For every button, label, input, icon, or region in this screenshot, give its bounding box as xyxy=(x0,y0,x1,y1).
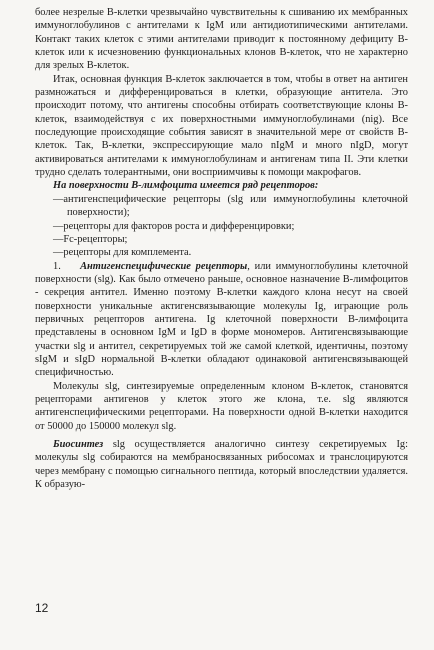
section-heading: На поверхности В-лимфоцита имеется ряд рецепторов: xyxy=(53,180,319,192)
paragraph-1: более незрелые В-клетки чрезвычайно чувствительны к сшиванию их мембранных иммуноглобулинов с антителами к IgM или антидиотипическими антителами. Контакт таких клеток с этими антителами приводит к постоянному дефициту В-клеток или к исчезновению функциональных клонов В-клеток, что не характерно для зрелых В-клеток. xyxy=(35,7,408,72)
list-item: —Fc-рецепторы; xyxy=(53,233,128,245)
list-item: —антигенспецифические рецепторы (slg или иммуноглобулины клеточной поверхности); xyxy=(53,193,408,219)
paragraph-biosynthesis xyxy=(35,438,408,491)
list-item: —рецепторы для комплемента. xyxy=(53,247,192,259)
term-lead: Антигенспецифические рецепторы xyxy=(80,260,248,272)
paragraph-2: Итак, основная функция В-клеток заключается в том, чтобы в ответ на антиген размножаться и дифференцироваться в клетки, образующие антитела. Это происходит потому, что антигены способны отбирать соответствующие клоны В-клеток, взаимодействуя с их поверхностными иммуноглобулинами (nig). Все последующие происходящие события зависят в значительной мере от свойств В-клеток. Так, В-клетки, экспрессирующие мало nIgM и много nIgD, могут активироваться антителами к иммуноглобулинам и антигенам типа II. Эти клетки трудно сделать толерантными, они восприимчивы к помощи макрофагов. xyxy=(35,73,408,179)
page-number: 12 xyxy=(35,601,49,615)
numbered-paragraph xyxy=(35,260,408,380)
paragraph-slg: Молекулы slg, синтезируемые определенным клоном В-клеток, становятся рецепторами антигенов у клеток этого же клона, т.е. slg являются антигенспецифическими рецепторами. На поверхности одной В-клетки находится от 50000 до 150000 молекул slg. xyxy=(35,380,408,432)
paragraph-text: slg осуществляется аналогично синтезу секретируемых Ig: молекулы slg собираются на мембраносвязанных рибосомах и транслоцируются через мембрану с помощью сигнального пептида, который впоследствии удаляется. К образую- xyxy=(35,439,408,491)
term-lead: Биосинтез xyxy=(53,439,104,450)
list-item: —рецепторы для факторов роста и дифференцировки; xyxy=(53,220,295,232)
paragraph-text: , или иммуноглобулины клеточной поверхности (slg). Как было отмечено раньше, основное назначение В-лимфоцитов - секреция антител. Именно поэтому В-клетки каждого клона несут на своей поверхности уникальные актигенсвязывающие молекулы Ig, играющие роль первичных рецепторов антигена. Ig клеточной поверхности В-лимфоцита представлены в основном IgM и IgD в форме мономеров. Антигенсвязывающие участки slg и антител, секретируемых той же самой клеткой, идентичны, поэтому sIgM и sIgD нормальной В-клетки обладают одинаковой антигенсвязывающей специфичностью. xyxy=(35,260,409,379)
item-number: 1. xyxy=(53,260,61,272)
